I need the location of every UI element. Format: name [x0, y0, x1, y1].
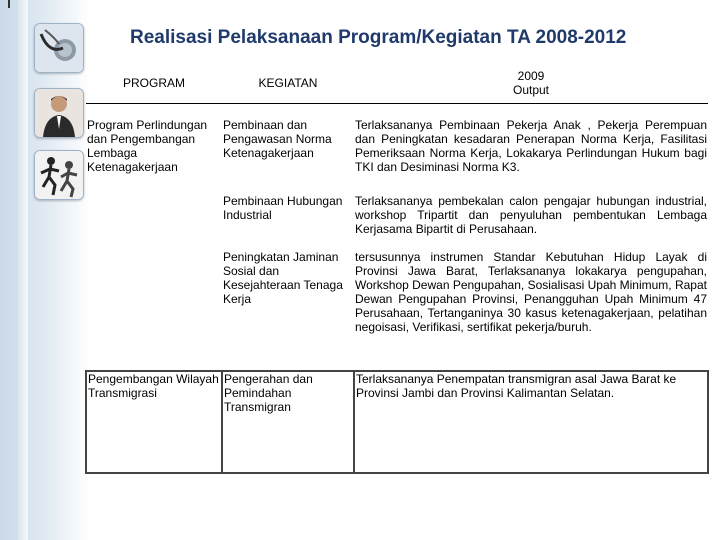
cell-output: Terlaksananya pembekalan calon pengajar hubungan industrial, workshop Tripartit dan penyuluhan pembentukan Lembaga Kerjasama Bipartit di Perusahaan.	[355, 194, 707, 236]
sidebar-decoration	[0, 0, 90, 540]
header-year: 2009	[517, 69, 545, 83]
table-row	[86, 194, 708, 250]
cell-kegiatan: Pengerahan dan Pemindahan Transmigran	[222, 371, 354, 473]
bordered-section	[86, 371, 708, 473]
cell-output: tersusunnya instrumen Standar Kebutuhan Hidup Layak di Provinsi Jawa Barat, Terlaksananya lokakarya pengupahan, Workshop Dewan Pengupahan, Sosialisasi Upah Minimum, Rapat Dewan Pengupahan Provinsi, Penangguhan Upah Minimum 47 Perusahaan, Tertanganinya 30 kasus ketenagakerjaan, pelatihan negoisasi, Verifikasi, sertifikat pekerja/buruh.	[355, 250, 707, 334]
table-row	[86, 250, 708, 371]
runners-image	[34, 150, 84, 200]
page-title: Realisasi Pelaksanaan Program/Kegiatan TA 2008-2012	[130, 27, 627, 48]
businessman-image	[34, 88, 84, 138]
cell-kegiatan: Peningkatan Jaminan Sosial dan Kesejahteraan Tenaga Kerja	[223, 250, 343, 306]
header-output-label: Output	[512, 83, 550, 97]
program-table	[85, 63, 709, 474]
table-row	[86, 371, 708, 473]
cell-program	[86, 194, 222, 250]
cell-kegiatan: Pembinaan Hubungan Industrial	[223, 194, 343, 222]
stethoscope-image	[34, 23, 84, 73]
spacer-row	[86, 104, 708, 119]
corner-mark	[8, 0, 10, 8]
header-output	[354, 63, 708, 104]
table-header-row	[86, 63, 708, 104]
cell-program	[86, 250, 222, 371]
cell-program: Program Perlindungan dan Pengembangan Lembaga Ketenagakerjaan	[87, 118, 208, 174]
header-kegiatan: KEGIATAN	[222, 63, 354, 104]
header-program: PROGRAM	[86, 63, 222, 104]
cell-kegiatan: Pembinaan dan Pengawasan Norma Ketenagakerjaan	[223, 118, 332, 160]
sidebar-stripe	[18, 0, 28, 540]
cell-output: Terlaksananya Penempatan transmigran asal Jawa Barat ke Provinsi Jambi dan Provinsi Kalimantan Selatan.	[354, 371, 708, 473]
cell-program: Pengembangan Wilayah Transmigrasi	[86, 371, 222, 473]
cell-output: Terlaksananya Pembinaan Pekerja Anak , Pekerja Perempuan dan Peningkatan kesadaran Penerapan Norma Kerja, Fasilitasi Pemeriksaan Norma Kerja, Lokakarya Perlindungan Hukum bagi TKI dan Desiminasi Norma K3.	[355, 118, 707, 174]
table-row	[86, 118, 708, 194]
